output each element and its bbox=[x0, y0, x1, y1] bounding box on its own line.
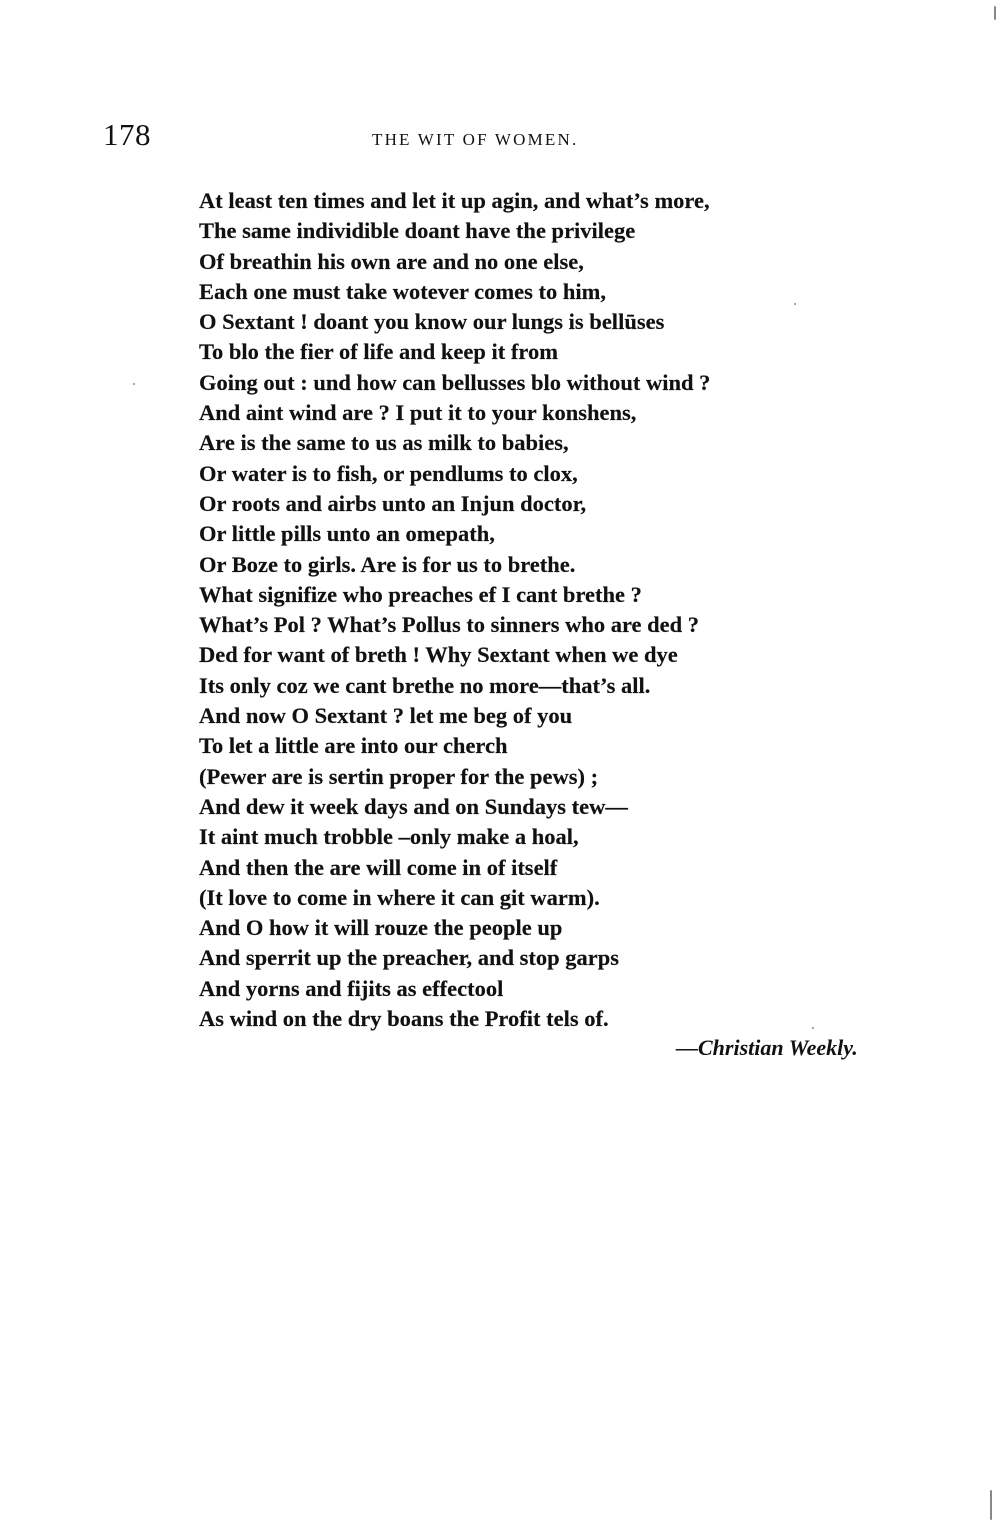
poem-line: Each one must take wotever comes to him, bbox=[199, 278, 607, 304]
poem-line: To let a little are into our cherch bbox=[199, 733, 508, 759]
poem-line: Or roots and airbs unto an Injun doctor, bbox=[199, 490, 587, 516]
page-number: 178 bbox=[103, 117, 151, 152]
poem-line: (Pewer are is sertin proper for the pews) ; bbox=[199, 763, 599, 789]
poem-line: Ded for want of breth ! Why Sextant when we dye bbox=[199, 642, 678, 668]
poem-body bbox=[199, 186, 899, 1034]
poem-line: What signifize who preaches ef I cant brethe ? bbox=[199, 581, 642, 607]
poem-line: And dew it week days and on Sundays tew— bbox=[199, 793, 628, 819]
scan-speck bbox=[990, 1490, 992, 1520]
poem-line: Or little pills unto an omepath, bbox=[199, 521, 495, 547]
poem-line: At least ten times and let it up agin, and what’s more, bbox=[199, 188, 710, 213]
scan-speck bbox=[794, 303, 796, 305]
poem-line: And now O Sextant ? let me beg of you bbox=[199, 703, 573, 729]
running-head: THE WIT OF WOMEN. bbox=[372, 130, 579, 149]
poem-line: And yorns and fijits as effectool bbox=[199, 975, 504, 1001]
poem-line: Going out : und how can bellusses blo without wind ? bbox=[199, 369, 711, 395]
poem-line: Its only coz we cant brethe no more—that’s all. bbox=[199, 672, 651, 698]
poem-line: To blo the fier of life and keep it from bbox=[199, 339, 558, 365]
poem-line: As wind on the dry boans the Profit tels of. bbox=[199, 1006, 609, 1032]
scan-speck bbox=[133, 383, 135, 385]
poem-line: Or water is to fish, or pendlums to clox, bbox=[199, 460, 578, 486]
poem-line: And O how it will rouze the people up bbox=[199, 915, 563, 941]
poem-line: Are is the same to us as milk to babies, bbox=[199, 430, 569, 456]
poem-line: Or Boze to girls. Are is for us to brethe. bbox=[199, 551, 576, 577]
poem-line: The same individible doant have the privilege bbox=[199, 218, 636, 244]
poem-line: Of breathin his own are and no one else, bbox=[199, 248, 584, 274]
page-header bbox=[0, 118, 1000, 158]
poem-line: And sperrit up the preacher, and stop garps bbox=[199, 945, 620, 971]
poem-line: And aint wind are ? I put it to your konshens, bbox=[199, 400, 637, 426]
poem-line: O Sextant ! doant you know our lungs is bellūses bbox=[199, 309, 665, 335]
poem-line: And then the are will come in of itself bbox=[199, 854, 558, 880]
poem-attribution: —Christian Weekly. bbox=[676, 1035, 858, 1060]
poem-line: It aint much trobble –only make a hoal, bbox=[199, 824, 579, 850]
scan-speck bbox=[812, 1027, 814, 1029]
scan-speck bbox=[994, 6, 996, 20]
poem-line: What’s Pol ? What’s Pollus to sinners who are ded ? bbox=[199, 612, 700, 638]
poem-line: (It love to come in where it can git warm). bbox=[199, 884, 600, 910]
